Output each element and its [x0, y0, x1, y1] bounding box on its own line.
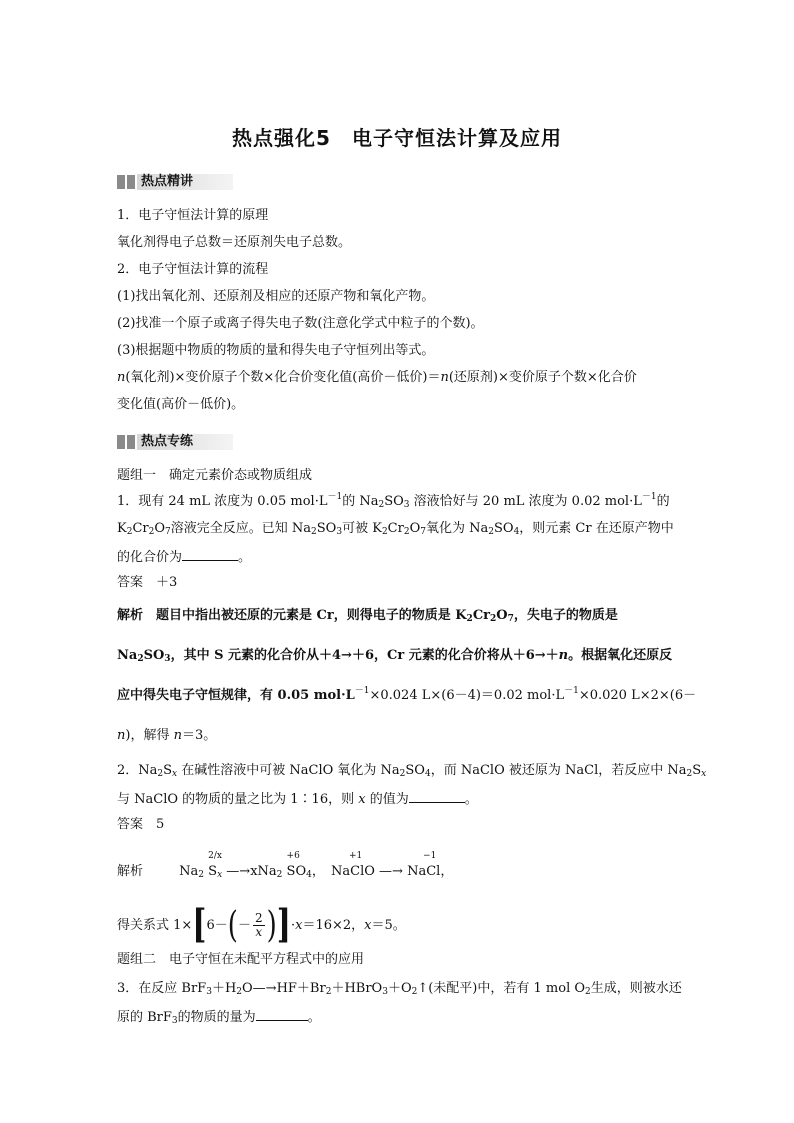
- question-1-line-1: 1．现有 24 mL 浓度为 0.05 $mol\cdot L^{-1}$的 $Na_2SO_3$ 溶液恰好与 20 mL 浓度为 0.02 $mol\cdot L^{-1}$的: [117, 492, 670, 510]
- section-header-lecture: [117, 172, 233, 192]
- lecture-step-3: (3)根据题中物质的物质的量和得失电子守恒列出等式。: [117, 343, 435, 358]
- explanation-2-relation: 得关系式 1×[6－(－ $\frac{2}{x}$ )]·x＝16×2，x＝5。: [117, 902, 406, 948]
- lecture-heading-2: 2．电子守恒法计算的流程: [117, 262, 269, 277]
- answer-blank[interactable]: [256, 1008, 308, 1021]
- page-title: 热点强化5 电子守恒法计算及应用: [232, 126, 562, 150]
- lecture-step-1: (1)找出氧化剂、还原剂及相应的还原产物和氧化产物。: [117, 289, 435, 304]
- lecture-formula-cont: 变化值(高价－低价)。: [117, 397, 245, 412]
- lecture-formula: n(氧化剂)×变价原子个数×化合价变化值(高价－低价)＝n(还原剂)×变价原子个数×化合价: [117, 370, 637, 385]
- group-1-heading: 题组一 确定元素价态或物质组成: [117, 468, 313, 483]
- oxidation-state-s: 2/x S: [208, 851, 223, 879]
- explanation-1-line-1: 解析 题目中指出被还原的元素是 Cr，则得电子的物质是 $K_2Cr_2O_7$，失电子的物质是: [117, 608, 618, 624]
- fraction: $\frac{2}{x}$: [254, 911, 263, 939]
- oxidation-mark: +6: [286, 851, 300, 861]
- answer-blank[interactable]: [409, 790, 465, 803]
- oxidation-mark: 2/x: [208, 851, 223, 861]
- oxidation-mark: −1: [423, 851, 437, 861]
- section-header-practice: [117, 432, 233, 452]
- lecture-paragraph-1: 氧化剂得电子总数＝还原剂失电子总数。: [117, 235, 352, 250]
- question-1-line-2: $K_2Cr_2O_7$溶液完全反应。已知 $Na_2SO_3$可被 $K_2Cr_2O_7$氧化为 $Na_2SO_4$，则元素 Cr 在还原产物中: [117, 521, 674, 537]
- explanation-1-line-2: $Na_2SO_3$，其中 S 元素的化合价从＋4→＋6，Cr 元素的化合价将从＋6→＋n。根据氧化还原反: [117, 648, 673, 664]
- answer-2: 答案 5: [117, 817, 165, 832]
- section-label: 热点专练: [137, 434, 233, 450]
- question-3-line-1: 3．在反应 $BrF_3+H_2O—\to HF+Br_2+HBrO_3+O_2↑$(未配平)中，若有 1 mol $O_2$生成，则被水还: [117, 981, 682, 997]
- section-bar-icon: [117, 435, 135, 449]
- lecture-step-2: (2)找准一个原子或离子得失电子数(注意化学式中粒子的个数)。: [117, 316, 484, 331]
- question-2-line-2: 与 NaClO 的物质的量之比为 1∶16，则 x 的值为 。: [117, 792, 478, 807]
- explanation-1-line-3: 应中得失电子守恒规律，有 0.05 $mol\cdot L^{-1}\times 0.024$ L×(6－4)＝0.02 $mol\cdot L^{-1}\times 0.020$ L×2×(6－: [117, 686, 697, 703]
- section-label: 热点精讲: [137, 174, 233, 190]
- question-1-line-3: 的化合价为 。: [117, 550, 252, 565]
- question-2-line-1: 2．$Na_2S_x$ 在碱性溶液中可被 NaClO 氧化为 $Na_2SO_4$，而 NaClO 被还原为 NaCl，若反应中 $Na_2S_x$: [117, 763, 707, 779]
- explanation-2-equation: 解析 $Na_2$ 2/x $S_x$ —→xNa$_2$ +6 $SO_4$， +1 NaClO —→ −1 NaCl，: [117, 851, 454, 880]
- section-bar-icon: [117, 175, 135, 189]
- answer-1: 答案 ＋3: [117, 575, 178, 590]
- lecture-heading-1: 1．电子守恒法计算的原理: [117, 208, 269, 223]
- oxidation-mark: +1: [349, 851, 363, 861]
- answer-blank[interactable]: [182, 548, 238, 561]
- question-3-line-2: 原的 BrF$_3$的物质的量为 。: [117, 1010, 321, 1026]
- explanation-1-line-4: n)，解得 n＝3。: [117, 728, 217, 743]
- group-2-heading: 题组二 电子守恒在未配平方程式中的应用: [117, 952, 365, 967]
